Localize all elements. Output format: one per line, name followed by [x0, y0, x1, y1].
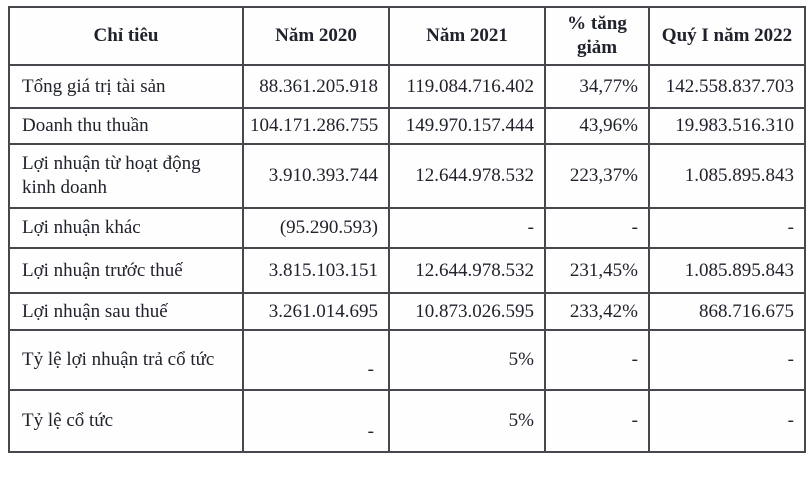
- metric-label: Tổng giá trị tài sản: [9, 65, 243, 108]
- metric-label: Tỷ lệ cổ tức: [9, 390, 243, 452]
- table-header-row: [9, 7, 805, 65]
- value-nam-2021: 12.644.978.532: [389, 248, 545, 293]
- metric-label: Doanh thu thuần: [9, 108, 243, 144]
- table-row: [9, 144, 805, 208]
- value-pct-tang-giam: -: [545, 208, 649, 248]
- metric-label: Tỷ lệ lợi nhuận trả cổ tức: [9, 330, 243, 390]
- column-header-quy-1-nam-2022: Quý I năm 2022: [649, 7, 805, 65]
- value-nam-2021: 5%: [389, 390, 545, 452]
- value-quy-1-2022: 142.558.837.703: [649, 65, 805, 108]
- metric-label: Lợi nhuận sau thuế: [9, 293, 243, 330]
- value-pct-tang-giam: 43,96%: [545, 108, 649, 144]
- value-nam-2020: 3.261.014.695: [243, 293, 389, 330]
- value-nam-2021: 10.873.026.595: [389, 293, 545, 330]
- value-nam-2021: 119.084.716.402: [389, 65, 545, 108]
- table-row: [9, 208, 805, 248]
- value-pct-tang-giam: -: [545, 390, 649, 452]
- value-nam-2020: 104.171.286.755: [243, 108, 389, 144]
- column-header-pct-tang-giam: % tăng giảm: [545, 7, 649, 65]
- table-row: [9, 248, 805, 293]
- table-row: [9, 293, 805, 330]
- column-header-chi-tieu: Chỉ tiêu: [9, 7, 243, 65]
- value-nam-2020: -: [243, 390, 389, 452]
- value-nam-2021: 12.644.978.532: [389, 144, 545, 208]
- value-nam-2020: 88.361.205.918: [243, 65, 389, 108]
- value-nam-2021: 149.970.157.444: [389, 108, 545, 144]
- value-quy-1-2022: -: [649, 390, 805, 452]
- value-pct-tang-giam: 223,37%: [545, 144, 649, 208]
- value-nam-2020: 3.910.393.744: [243, 144, 389, 208]
- value-nam-2020: -: [243, 330, 389, 390]
- value-pct-tang-giam: 233,42%: [545, 293, 649, 330]
- table-row: [9, 390, 805, 452]
- value-quy-1-2022: 1.085.895.843: [649, 248, 805, 293]
- value-nam-2021: 5%: [389, 330, 545, 390]
- value-pct-tang-giam: 231,45%: [545, 248, 649, 293]
- value-nam-2020: 3.815.103.151: [243, 248, 389, 293]
- value-quy-1-2022: 19.983.516.310: [649, 108, 805, 144]
- metric-label: Lợi nhuận trước thuế: [9, 248, 243, 293]
- value-quy-1-2022: -: [649, 330, 805, 390]
- metric-label: Lợi nhuận khác: [9, 208, 243, 248]
- column-header-nam-2021: Năm 2021: [389, 7, 545, 65]
- value-quy-1-2022: 868.716.675: [649, 293, 805, 330]
- column-header-nam-2020: Năm 2020: [243, 7, 389, 65]
- value-quy-1-2022: -: [649, 208, 805, 248]
- table-row: [9, 108, 805, 144]
- metric-label: Lợi nhuận từ hoạt động kinh doanh: [9, 144, 243, 208]
- value-nam-2021: -: [389, 208, 545, 248]
- value-nam-2020: (95.290.593): [243, 208, 389, 248]
- value-pct-tang-giam: -: [545, 330, 649, 390]
- table-row: [9, 65, 805, 108]
- table-row: [9, 330, 805, 390]
- value-quy-1-2022: 1.085.895.843: [649, 144, 805, 208]
- value-pct-tang-giam: 34,77%: [545, 65, 649, 108]
- financial-summary-table: [8, 6, 806, 453]
